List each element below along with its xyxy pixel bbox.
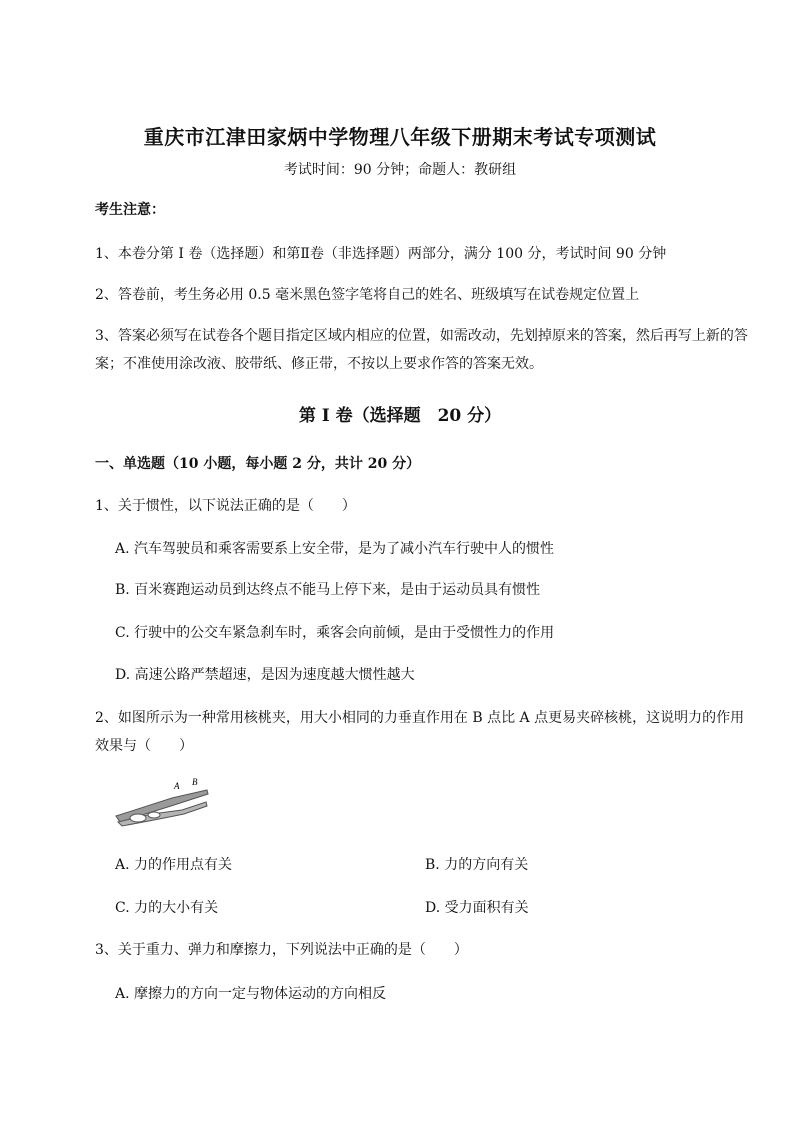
- question-1-stem: 1、关于惯性，以下说法正确的是（ ）: [95, 498, 356, 514]
- notice-item-2: 2、答卷前，考生务必用 0.5 毫米黑色签字笔将自己的姓名、班级填写在试卷规定位置上: [95, 287, 640, 303]
- nutcracker-figure: [112, 776, 212, 828]
- figure-label-a: A: [174, 781, 180, 791]
- question-2-stem: 2、如图所示为一种常用核桃夹，用大小相同的力垂直作用在 B 点比 A 点更易夹碎核桃，这说明力的作用效果与（ ）: [95, 710, 745, 754]
- exam-subtitle: 考试时间：90 分钟；命题人：教研组: [283, 162, 517, 178]
- notice-item-3: 3、答案必须写在试卷各个题目指定区域内相应的位置，如需改动，先划掉原来的答案，然后再写上新的答案；不准使用涂改液、胶带纸、修正带，不按以上要求作答的答案无效。: [95, 328, 748, 372]
- question-1-option-d: D. 高速公路严禁超速，是因为速度越大惯性越大: [115, 667, 415, 683]
- notice-heading: 考生注意：: [95, 202, 165, 218]
- question-1-option-a: A. 汽车驾驶员和乘客需要系上安全带，是为了减小汽车行驶中人的惯性: [115, 541, 555, 557]
- question-1-option-c: C. 行驶中的公交车紧急刹车时，乘客会向前倾，是由于受惯性力的作用: [115, 625, 555, 641]
- exam-title: 重庆市江津田家炳中学物理八年级下册期末考试专项测试: [143, 125, 657, 149]
- question-3-stem: 3、关于重力、弹力和摩擦力，下列说法中正确的是（ ）: [95, 942, 468, 958]
- question-2-option-b: B. 力的方向有关: [425, 857, 529, 873]
- question-2-option-c: C. 力的大小有关: [115, 900, 219, 916]
- question-2-option-d: D. 受力面积有关: [425, 900, 529, 916]
- part-heading: 一、单选题（10 小题，每小题 2 分，共计 20 分）: [95, 456, 421, 472]
- notice-item-1: 1、本卷分第 I 卷（选择题）和第Ⅱ卷（非选择题）两部分，满分 100 分，考试时间 90 分钟: [95, 246, 667, 262]
- question-2-option-a: A. 力的作用点有关: [115, 857, 233, 873]
- section-title: 第 I 卷（选择题 20 分）: [298, 406, 502, 426]
- question-1-option-b: B. 百米赛跑运动员到达终点不能马上停下来，是由于运动员具有惯性: [115, 582, 541, 598]
- figure-label-b: B: [192, 777, 198, 787]
- question-3-option-a: A. 摩擦力的方向一定与物体运动的方向相反: [115, 986, 387, 1002]
